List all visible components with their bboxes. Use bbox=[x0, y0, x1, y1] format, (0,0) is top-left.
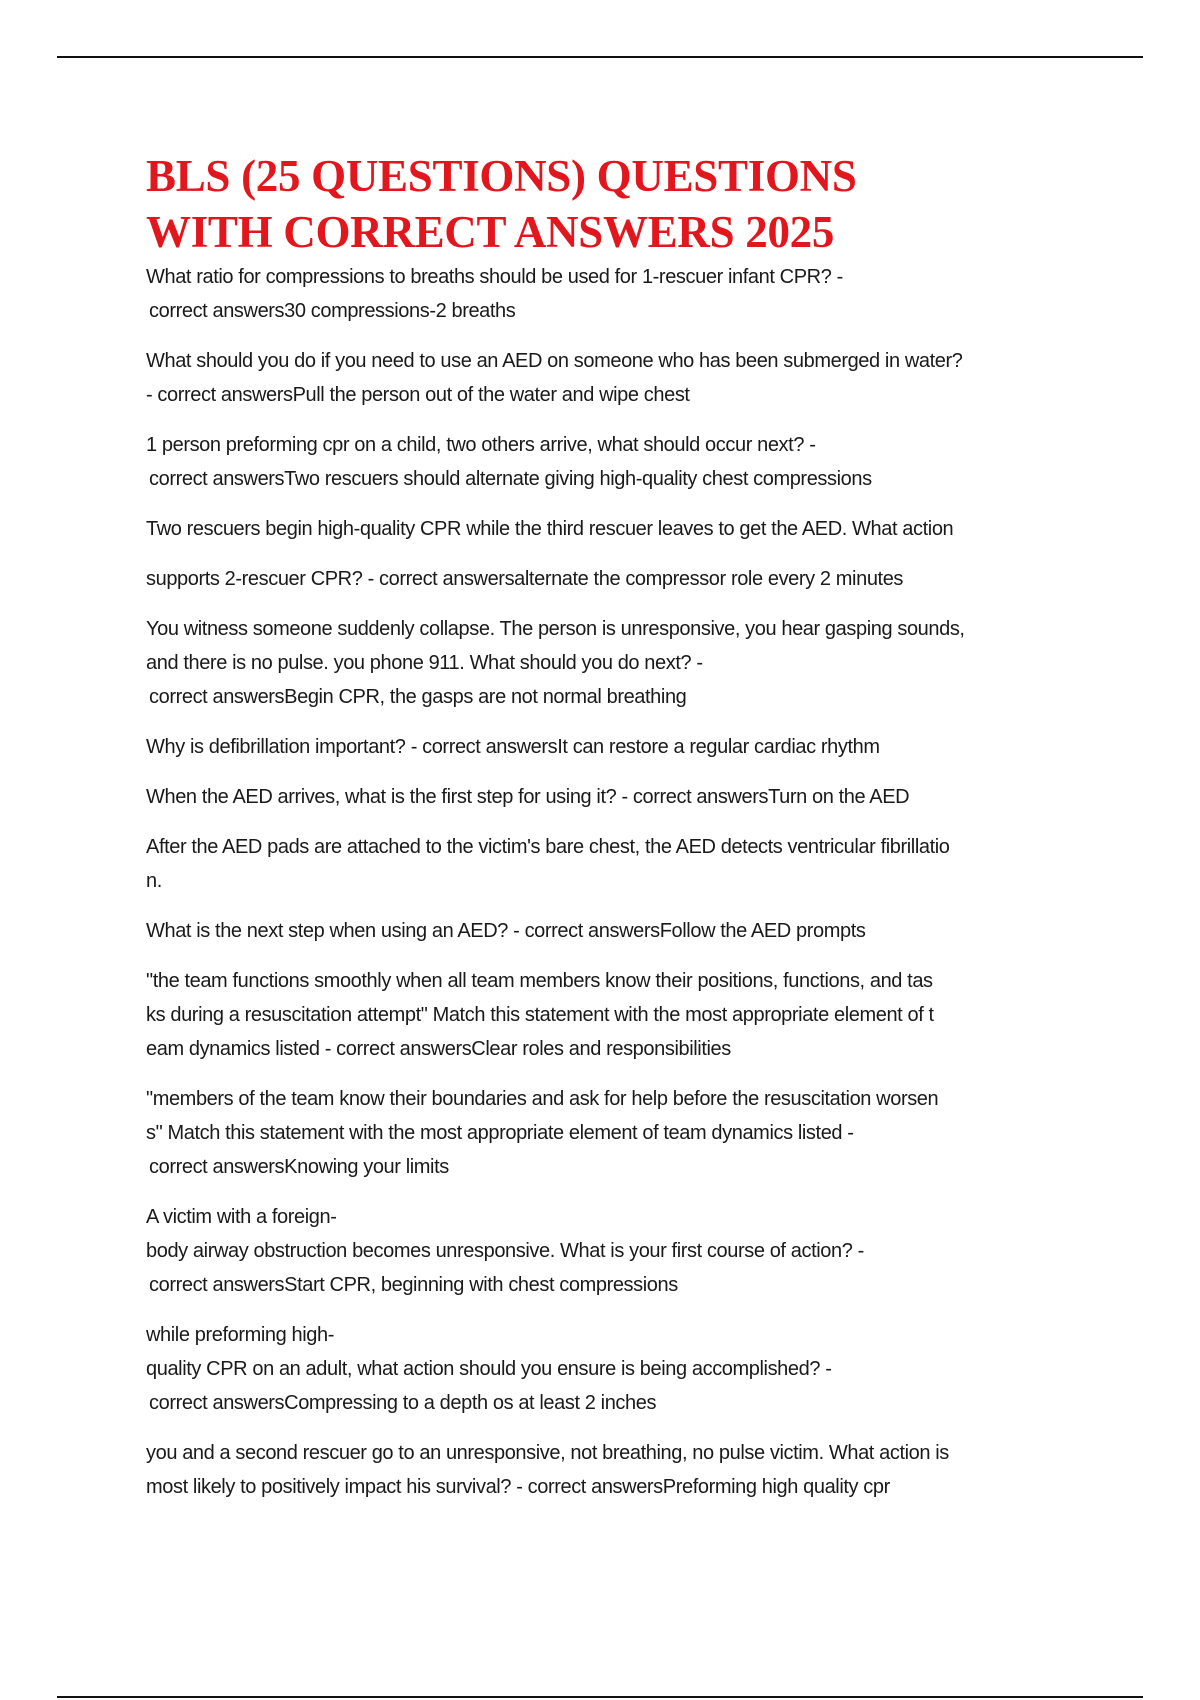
text-line: Why is defibrillation important? - correct answersIt can restore a regular cardiac rhythm bbox=[146, 736, 880, 758]
text-line: Two rescuers begin high-quality CPR while the third rescuer leaves to get the AED. What action bbox=[146, 518, 954, 540]
question-item bbox=[146, 612, 1086, 714]
document-title bbox=[146, 148, 1086, 260]
answer-line: correct answersStart CPR, beginning with chest compressions bbox=[149, 1274, 678, 1296]
text-line: 1 person preforming cpr on a child, two others arrive, what should occur next? - bbox=[146, 434, 816, 456]
question-item bbox=[146, 914, 1086, 948]
text-line: s" Match this statement with the most appropriate element of team dynamics listed - bbox=[146, 1122, 854, 1144]
text-line: When the AED arrives, what is the first step for using it? - correct answersTurn on the AED bbox=[146, 786, 910, 808]
title-line: BLS (25 QUESTIONS) QUESTIONS bbox=[146, 151, 857, 201]
question-list bbox=[146, 260, 1086, 1504]
question-item bbox=[146, 964, 1086, 1066]
text-line: you and a second rescuer go to an unresponsive, not breathing, no pulse victim. What action is bbox=[146, 1442, 949, 1464]
text-line: ks during a resuscitation attempt" Match this statement with the most appropriate element of t bbox=[146, 1004, 934, 1026]
text-line: You witness someone suddenly collapse. The person is unresponsive, you hear gasping sounds, bbox=[146, 618, 965, 640]
answer-line: - correct answersPull the person out of the water and wipe chest bbox=[146, 384, 690, 406]
question-item bbox=[146, 344, 1086, 412]
question-item bbox=[146, 780, 1086, 814]
document-page bbox=[146, 148, 1086, 1520]
text-line: supports 2-rescuer CPR? - correct answersalternate the compressor role every 2 minutes bbox=[146, 568, 904, 590]
answer-line: correct answers30 compressions-2 breaths bbox=[149, 300, 516, 322]
answer-line: correct answersKnowing your limits bbox=[149, 1156, 449, 1178]
text-line: quality CPR on an adult, what action should you ensure is being accomplished? - bbox=[146, 1358, 832, 1380]
text-line: n. bbox=[146, 870, 162, 892]
question-item bbox=[146, 1436, 1086, 1504]
question-item bbox=[146, 1200, 1086, 1302]
question-item bbox=[146, 730, 1086, 764]
question-item bbox=[146, 830, 1086, 898]
answer-line: correct answersCompressing to a depth os at least 2 inches bbox=[149, 1392, 657, 1414]
text-line: body airway obstruction becomes unresponsive. What is your first course of action? - bbox=[146, 1240, 864, 1262]
text-line: A victim with a foreign- bbox=[146, 1206, 337, 1228]
question-item bbox=[146, 428, 1086, 496]
text-line: while preforming high- bbox=[146, 1324, 334, 1346]
title-line: WITH CORRECT ANSWERS 2025 bbox=[146, 207, 835, 257]
text-line: "the team functions smoothly when all team members know their positions, functions, and tas bbox=[146, 970, 933, 992]
text-line: and there is no pulse. you phone 911. What should you do next? - bbox=[146, 652, 703, 674]
question-item bbox=[146, 512, 1086, 546]
answer-line: correct answersBegin CPR, the gasps are not normal breathing bbox=[149, 686, 687, 708]
top-divider bbox=[57, 56, 1143, 58]
answer-line: most likely to positively impact his survival? - correct answersPreforming high quality cpr bbox=[146, 1476, 890, 1498]
text-line: What ratio for compressions to breaths should be used for 1-rescuer infant CPR? - bbox=[146, 266, 843, 288]
text-line: What should you do if you need to use an AED on someone who has been submerged in water? bbox=[146, 350, 963, 372]
text-line: What is the next step when using an AED? - correct answersFollow the AED prompts bbox=[146, 920, 866, 942]
question-item bbox=[146, 1082, 1086, 1184]
answer-line: eam dynamics listed - correct answersClear roles and responsibilities bbox=[146, 1038, 731, 1060]
bottom-divider bbox=[57, 1696, 1143, 1698]
answer-line: correct answersTwo rescuers should alternate giving high-quality chest compressions bbox=[149, 468, 872, 490]
text-line: After the AED pads are attached to the victim's bare chest, the AED detects ventricular fibrillatio bbox=[146, 836, 950, 858]
question-item bbox=[146, 260, 1086, 328]
question-item bbox=[146, 1318, 1086, 1420]
text-line: "members of the team know their boundaries and ask for help before the resuscitation worsen bbox=[146, 1088, 939, 1110]
question-item bbox=[146, 562, 1086, 596]
